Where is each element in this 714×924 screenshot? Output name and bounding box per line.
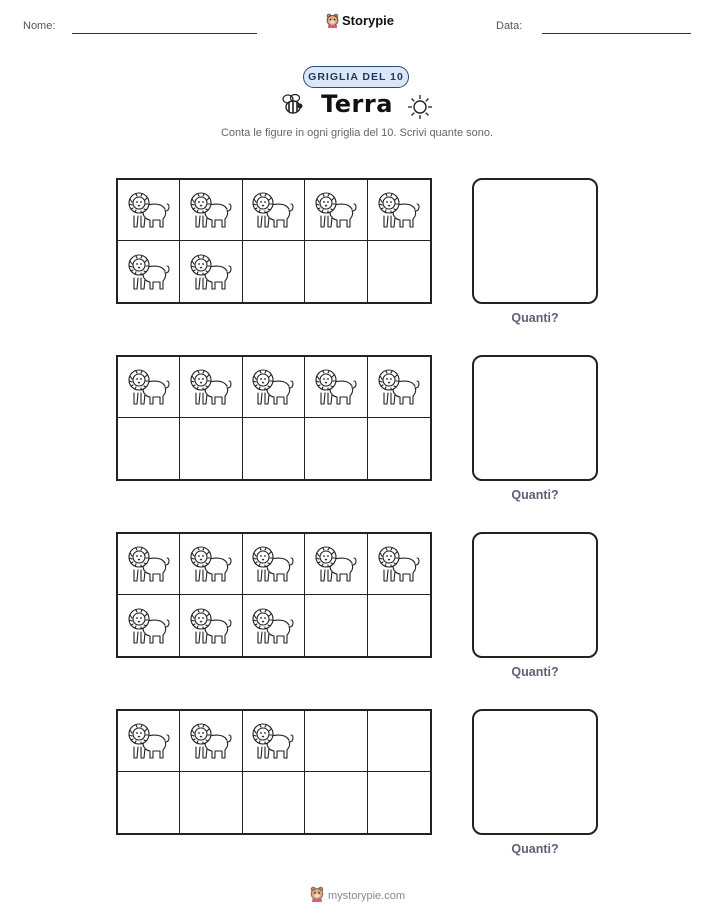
- ten-frame-cell: [180, 418, 242, 479]
- date-label: Data:: [496, 20, 523, 32]
- answer-box[interactable]: [472, 355, 598, 481]
- bee-icon: [280, 92, 306, 123]
- lion-icon: [127, 720, 171, 762]
- lion-icon: [127, 543, 171, 585]
- footer: [310, 886, 405, 905]
- ten-frame-cell: [118, 418, 180, 479]
- ten-frame-cell: [243, 418, 305, 479]
- ten-frame-cell: [243, 772, 305, 833]
- bear-footer-icon: [310, 886, 324, 905]
- ten-frame-cell: [368, 180, 430, 241]
- ten-frame-cell: [243, 711, 305, 772]
- date-line[interactable]: [542, 33, 691, 34]
- lion-icon: [377, 543, 421, 585]
- ten-frame-cell: [243, 534, 305, 595]
- ten-frame-cell: [243, 180, 305, 241]
- name-label: Nome:: [23, 20, 56, 32]
- ten-frame-cell: [368, 418, 430, 479]
- answer-box[interactable]: [472, 178, 598, 304]
- lion-icon: [314, 189, 358, 231]
- lion-icon: [189, 605, 233, 647]
- lion-icon: [127, 366, 171, 408]
- ten-frame-cell: [180, 772, 242, 833]
- ten-frame-cell: [118, 595, 180, 656]
- bear-logo-icon: [326, 13, 339, 28]
- page-title: Terra: [321, 90, 393, 118]
- ten-frame-cell: [118, 357, 180, 418]
- ten-frame-cell: [180, 357, 242, 418]
- ten-frame-cell: [118, 772, 180, 833]
- ten-frame-cell: [368, 711, 430, 772]
- footer-url: mystorypie.com: [328, 889, 406, 902]
- lion-icon: [314, 366, 358, 408]
- lion-icon: [127, 189, 171, 231]
- lion-icon: [251, 543, 295, 585]
- ten-frame-cell: [180, 180, 242, 241]
- ten-frame-cell: [180, 711, 242, 772]
- answer-label: Quanti?: [511, 488, 559, 502]
- lion-icon: [189, 720, 233, 762]
- ten-frame: [116, 709, 432, 835]
- lion-icon: [251, 605, 295, 647]
- brand-logo: [326, 13, 394, 28]
- ten-frame-cell: [368, 534, 430, 595]
- ten-frame-cell: [368, 357, 430, 418]
- ten-frame: [116, 178, 432, 304]
- answer-label: Quanti?: [511, 311, 559, 325]
- ten-frame-cell: [368, 241, 430, 302]
- worksheet-type-badge: GRIGLIA DEL 10: [303, 66, 409, 88]
- ten-frame-cell: [305, 711, 367, 772]
- ten-frame-cell: [118, 711, 180, 772]
- ten-frame-cell: [180, 241, 242, 302]
- ten-frame-cell: [243, 595, 305, 656]
- answer-label: Quanti?: [511, 842, 559, 856]
- lion-icon: [251, 366, 295, 408]
- ten-frame: [116, 532, 432, 658]
- lion-icon: [251, 720, 295, 762]
- sun-icon: [407, 94, 433, 125]
- ten-frame-cell: [243, 241, 305, 302]
- ten-frame-cell: [243, 357, 305, 418]
- instructions: Conta le figure in ogni griglia del 10. Scrivi quante sono.: [220, 127, 494, 139]
- ten-frame-cell: [305, 241, 367, 302]
- ten-frame-cell: [118, 241, 180, 302]
- lion-icon: [189, 543, 233, 585]
- lion-icon: [377, 366, 421, 408]
- ten-frame: [116, 355, 432, 481]
- lion-icon: [314, 543, 358, 585]
- ten-frame-cell: [305, 534, 367, 595]
- ten-frame-cell: [118, 180, 180, 241]
- ten-frame-cell: [118, 534, 180, 595]
- answer-box[interactable]: [472, 709, 598, 835]
- lion-icon: [189, 251, 233, 293]
- ten-frame-cell: [368, 772, 430, 833]
- lion-icon: [189, 189, 233, 231]
- answer-label: Quanti?: [511, 665, 559, 679]
- brand-name: Storypie: [342, 13, 395, 28]
- ten-frame-cell: [180, 595, 242, 656]
- name-line[interactable]: [72, 33, 257, 34]
- ten-frame-cell: [305, 772, 367, 833]
- ten-frame-cell: [305, 357, 367, 418]
- ten-frame-cell: [305, 180, 367, 241]
- ten-frame-cell: [305, 595, 367, 656]
- lion-icon: [251, 189, 295, 231]
- lion-icon: [189, 366, 233, 408]
- ten-frame-cell: [368, 595, 430, 656]
- lion-icon: [377, 189, 421, 231]
- lion-icon: [127, 251, 171, 293]
- lion-icon: [127, 605, 171, 647]
- ten-frame-cell: [305, 418, 367, 479]
- answer-box[interactable]: [472, 532, 598, 658]
- ten-frame-cell: [180, 534, 242, 595]
